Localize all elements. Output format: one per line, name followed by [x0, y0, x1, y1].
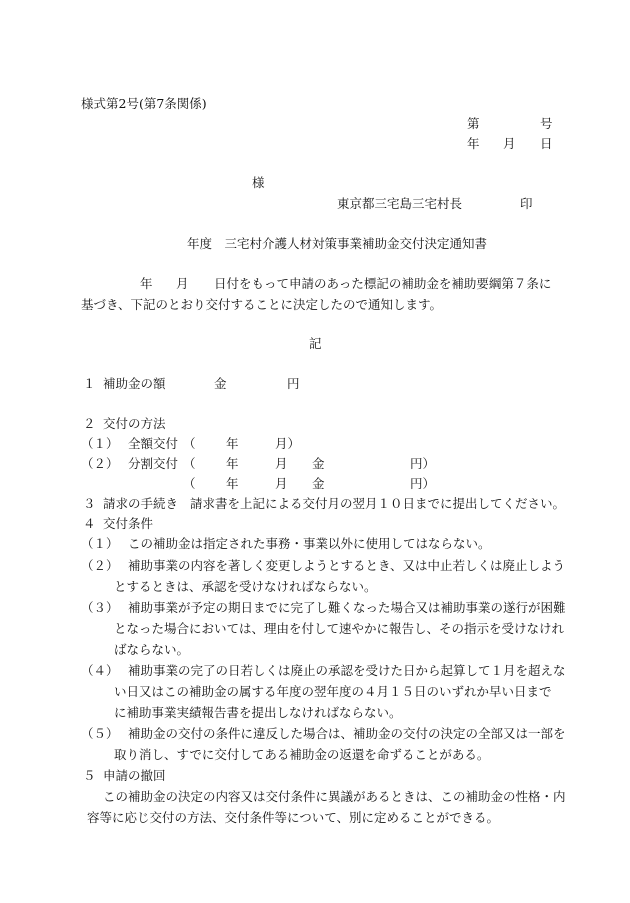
document-title: 年度 三宅村介護人材対策事業補助金交付決定通知書: [187, 236, 488, 251]
condition-5-number: （５）: [81, 726, 119, 741]
section2-row1-year: 年: [226, 436, 239, 451]
condition-2-number: （２）: [81, 558, 119, 573]
section5-number: ５: [83, 768, 96, 783]
section4-label: 交付条件: [103, 516, 154, 531]
condition-4-number: （４）: [81, 663, 119, 678]
condition-4-line: い日又はこの補助金の属する年度の翌年度の４月１５日のいずれか早い日まで: [114, 684, 552, 699]
section2-label: 交付の方法: [103, 416, 166, 431]
recipient-suffix: 様: [252, 175, 265, 190]
section1-yen: 円: [287, 376, 300, 391]
form-id: 様式第2号(第7条関係): [81, 96, 207, 111]
section2-row2-yen: 円）: [410, 456, 436, 471]
section2-row3-yen: 円）: [410, 476, 436, 491]
section3-label: 請求の手続き: [103, 496, 179, 511]
issuer-name: 東京都三宅島三宅村長: [337, 196, 463, 211]
doc-number-suffix: 号: [540, 116, 553, 131]
condition-2-line: とするときは、承認を受けなければならない。: [114, 579, 377, 594]
intro-line1: 日付をもって申請のあった標記の補助金を補助要綱第７条に: [214, 276, 552, 291]
section2-row2-label: 分割交付: [128, 456, 179, 471]
doc-date-year: 年: [467, 136, 480, 151]
section2-row1-label: 全額交付: [128, 436, 179, 451]
section2-row1-month: 月）: [275, 436, 301, 451]
section1-kin: 金: [214, 376, 227, 391]
intro-year: 年: [140, 276, 153, 291]
section1-label: 補助金の額: [103, 376, 166, 391]
section2-row2-open: （: [183, 456, 196, 471]
section2-row1-open: （: [183, 436, 196, 451]
section2-row3-open: （: [183, 476, 196, 491]
condition-4-line: に補助事業実績報告書を提出しなければならない。: [114, 705, 402, 720]
condition-3-number: （３）: [81, 600, 119, 615]
section3-text: 請求書を上記による交付月の翌月１０日までに提出してください。: [190, 496, 566, 511]
doc-number-prefix: 第: [467, 116, 480, 131]
intro-month: 月: [176, 276, 189, 291]
condition-3-line: となった場合においては、理由を付して速やかに報告し、その指示を受けなけれ: [114, 621, 565, 636]
section2-row3-year: 年: [226, 476, 239, 491]
doc-date-day: 日: [540, 136, 553, 151]
section3-number: ３: [83, 496, 96, 511]
condition-4-line: 補助事業の完了の日若しくは廃止の承認を受けた日から起算して１月を超えな: [128, 663, 566, 678]
intro-line2: 基づき、下記のとおり交付することに決定したので通知します。: [81, 297, 443, 312]
section5-line: 容等に応じ交付の方法、交付条件等について、別に定めることができる。: [87, 810, 500, 825]
section2-number: ２: [83, 416, 96, 431]
section5-label: 申請の撤回: [103, 768, 166, 783]
section2-row1-number: （１）: [81, 436, 119, 451]
section2-row2-number: （２）: [81, 456, 119, 471]
section2-row2-month: 月: [275, 456, 288, 471]
section4-number: ４: [83, 516, 96, 531]
section1-number: １: [83, 376, 96, 391]
doc-date-month: 月: [503, 136, 516, 151]
condition-3-line: 補助事業が予定の期日までに完了し難くなった場合又は補助事業の遂行が困難: [128, 600, 566, 615]
condition-5-line: 取り消し、すでに交付してある補助金の返還を命ずることがある。: [114, 747, 490, 762]
ki-mark: 記: [309, 336, 322, 351]
section2-row2-year: 年: [226, 456, 239, 471]
condition-1-number: （１）: [81, 536, 119, 551]
section2-row3-kin: 金: [312, 476, 325, 491]
section2-row2-kin: 金: [312, 456, 325, 471]
condition-2-line: 補助事業の内容を著しく変更しようとするとき、又は中止若しくは廃止しよう: [128, 558, 566, 573]
condition-3-line: ばならない。: [114, 642, 190, 657]
section2-row3-month: 月: [275, 476, 288, 491]
condition-5-line: 補助金の交付の条件に違反した場合は、補助金の交付の決定の全部又は一部を: [128, 726, 566, 741]
seal-mark: 印: [520, 196, 533, 211]
condition-1-line: この補助金は指定された事務・事業以外に使用してはならない。: [128, 536, 491, 551]
section5-line: この補助金の決定の内容又は交付条件に異議があるときは、この補助金の性格・内: [103, 789, 566, 804]
